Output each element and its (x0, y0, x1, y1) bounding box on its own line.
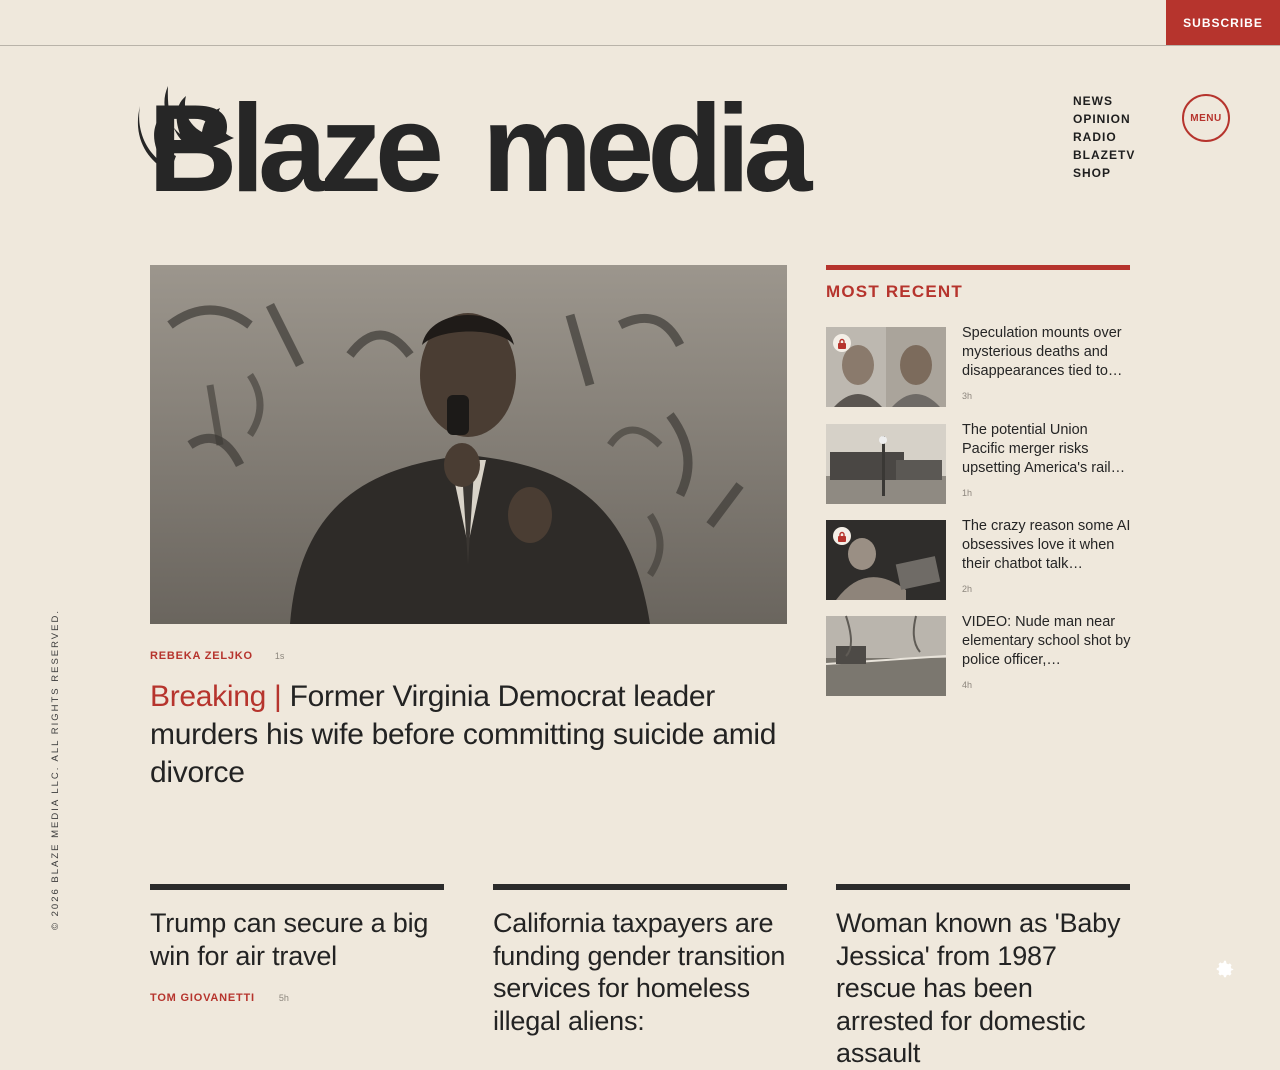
menu-button[interactable]: MENU (1182, 94, 1230, 142)
nav-item-news[interactable]: NEWS (1073, 94, 1113, 108)
card-timestamp: 5h (278, 993, 289, 1003)
hero-byline (150, 650, 284, 662)
nav-item-radio[interactable]: RADIO (1073, 130, 1117, 144)
svg-text:media: media (482, 80, 806, 218)
nav-item-blazetv[interactable]: BLAZETV (1073, 148, 1136, 162)
article-card[interactable] (493, 884, 787, 1037)
recent-item-time: 2h (962, 584, 973, 594)
site-logo[interactable] (130, 80, 806, 218)
list-item[interactable] (826, 616, 1130, 696)
nav-item-opinion[interactable]: OPINION (1073, 112, 1131, 126)
thumbnail-image[interactable] (826, 327, 946, 407)
card-rule (836, 884, 1130, 890)
thumbnail-image[interactable] (826, 520, 946, 600)
flame-logo-icon (130, 80, 806, 218)
main-nav (1073, 92, 1135, 182)
hero-headline[interactable] (150, 678, 790, 792)
card-headline[interactable]: California taxpayers are funding gender transition services for homeless illegal aliens: (493, 908, 786, 1036)
recent-item-time: 1h (962, 488, 973, 498)
copyright-notice: © 2026 BLAZE MEDIA LLC. ALL RIGHTS RESERVED. (50, 609, 61, 930)
list-item[interactable] (826, 327, 1130, 407)
card-rule (150, 884, 444, 890)
lock-icon (833, 334, 851, 352)
recent-item-title[interactable]: VIDEO: Nude man near elementary school shot by police officer,… (962, 614, 1131, 668)
list-item[interactable] (826, 424, 1130, 504)
recent-item-title[interactable]: Speculation mounts over mysterious deaths and disappearances tied to… (962, 325, 1123, 379)
nav-item-shop[interactable]: SHOP (1073, 166, 1112, 180)
hero-image[interactable] (150, 265, 787, 624)
subscribe-button[interactable]: SUBSCRIBE (1166, 0, 1280, 45)
card-rule (493, 884, 787, 890)
card-headline[interactable]: Trump can secure a big win for air travel (150, 908, 429, 971)
gear-icon[interactable] (1214, 958, 1236, 980)
card-headline[interactable]: Woman known as 'Baby Jessica' from 1987 rescue has been arrested for domestic assault (836, 908, 1121, 1068)
lock-icon (833, 527, 851, 545)
thumbnail-image[interactable] (826, 616, 946, 696)
most-recent-section (826, 265, 1131, 690)
recent-item-time: 3h (962, 391, 973, 401)
hero-author[interactable]: REBEKA ZELJKO (150, 650, 253, 662)
recent-item-title[interactable]: The potential Union Pacific merger risks upsetting America's rail… (962, 422, 1126, 476)
article-card[interactable] (150, 884, 444, 1004)
breaking-tag: Breaking | (150, 680, 282, 713)
card-author[interactable]: TOM GIOVANETTI (150, 992, 255, 1004)
card-byline (150, 992, 444, 1004)
top-bar (0, 0, 1280, 46)
article-card[interactable] (836, 884, 1130, 1070)
thumbnail-image[interactable] (826, 424, 946, 504)
recent-item-title[interactable]: The crazy reason some AI obsessives love it when their chatbot talk… (962, 518, 1131, 572)
most-recent-heading: MOST RECENT (826, 282, 963, 301)
recent-item-time: 4h (962, 680, 973, 690)
svg-text:Blaze: Blaze (148, 80, 437, 218)
list-item[interactable] (826, 520, 1130, 600)
hero-timestamp: 1s (274, 651, 285, 661)
hero-headline-text[interactable]: Former Virginia Democrat leader murders his wife before committing suicide amid divorce (150, 680, 777, 789)
section-rule (826, 265, 1130, 270)
